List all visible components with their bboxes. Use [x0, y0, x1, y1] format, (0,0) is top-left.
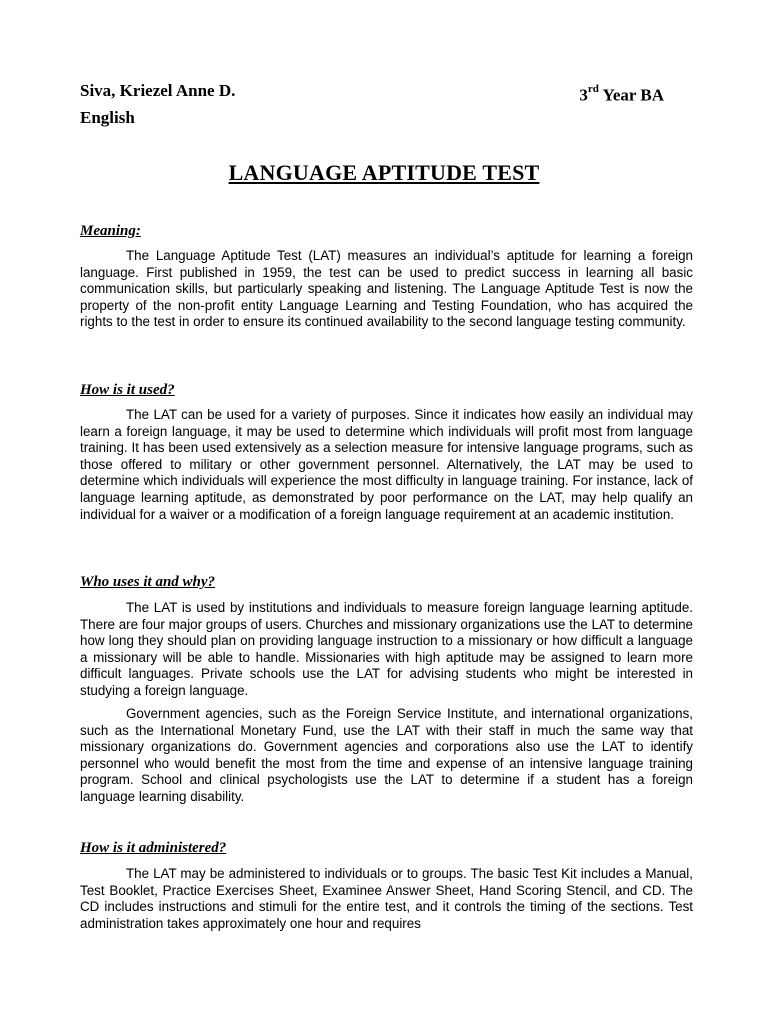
- paragraph-how-used: The LAT can be used for a variety of purposes. Since it indicates how easily an individual may learn a foreign language, it may be used to determine which individuals will profit most from language training. It has been used extensively as a selection measure for intensive language programs, such as those offered to military or other government personnel. Alternatively, the LAT may be used to determine which individuals will experience the most difficulty in language training. For instance, lack of language learning aptitude, as demonstrated by poor performance on the LAT, may help qualify an individual for a waiver or a modification of a foreign language requirement at an academic institution.: [80, 407, 693, 522]
- document-header: [80, 80, 664, 129]
- heading-how-used: How is it used?: [80, 382, 175, 398]
- paragraph-how-administered: The LAT may be administered to individuals or to groups. The basic Test Kit includes a Manual, Test Booklet, Practice Exercises Sheet, Examinee Answer Sheet, Hand Scoring Stencil, and CD. The CD includes instructions and stimuli for the entire test, and it controls the timing of the sections. Test administration takes approximately one hour and requires: [80, 866, 693, 931]
- heading-how-administered: How is it administered?: [80, 840, 227, 856]
- year-number: 3: [579, 85, 588, 105]
- paragraph-meaning: The Language Aptitude Test (LAT) measures an individual’s aptitude for learning a foreign language. First published in 1959, the test can be used to predict success in learning all basic communication skills, but particularly speaking and listening. The Language Aptitude Test is now the property of the non-profit entity Language Learning and Testing Foundation, who has acquired the rights to the test in order to ensure its continued availability to the second language testing community.: [80, 248, 693, 330]
- heading-who-uses: Who uses it and why?: [80, 574, 216, 590]
- year-label: Year BA: [598, 85, 664, 105]
- year-suffix: rd: [587, 83, 599, 95]
- paragraph-who-uses-2: Government agencies, such as the Foreign Service Institute, and international organizations, such as the International Monetary Fund, use the LAT with their staff in much the same way that missionary organizations do. Government agencies and corporations also use the LAT to identify personnel who would benefit the most from the time and expense of an intensive language training program. School and clinical psychologists use the LAT to determine if a student has a foreign language learning disability.: [80, 706, 693, 804]
- paragraph-who-uses-1: The LAT is used by institutions and individuals to measure foreign language learning aptitude. There are four major groups of users. Churches and missionary organizations use the LAT to determine how long they should plan on providing language instruction to a missionary or how difficult a language a missionary will be able to handle. Missionaries with high aptitude may be assigned to learn more difficult languages. Private schools use the LAT for advising students who might be interested in studying a foreign language.: [80, 600, 693, 698]
- author-name: Siva, Kriezel Anne D.: [80, 81, 236, 100]
- course-name: English: [80, 107, 135, 127]
- document-title: LANGUAGE APTITUDE TEST: [228, 160, 540, 185]
- heading-meaning: Meaning:: [80, 223, 141, 239]
- year-level: [579, 80, 664, 107]
